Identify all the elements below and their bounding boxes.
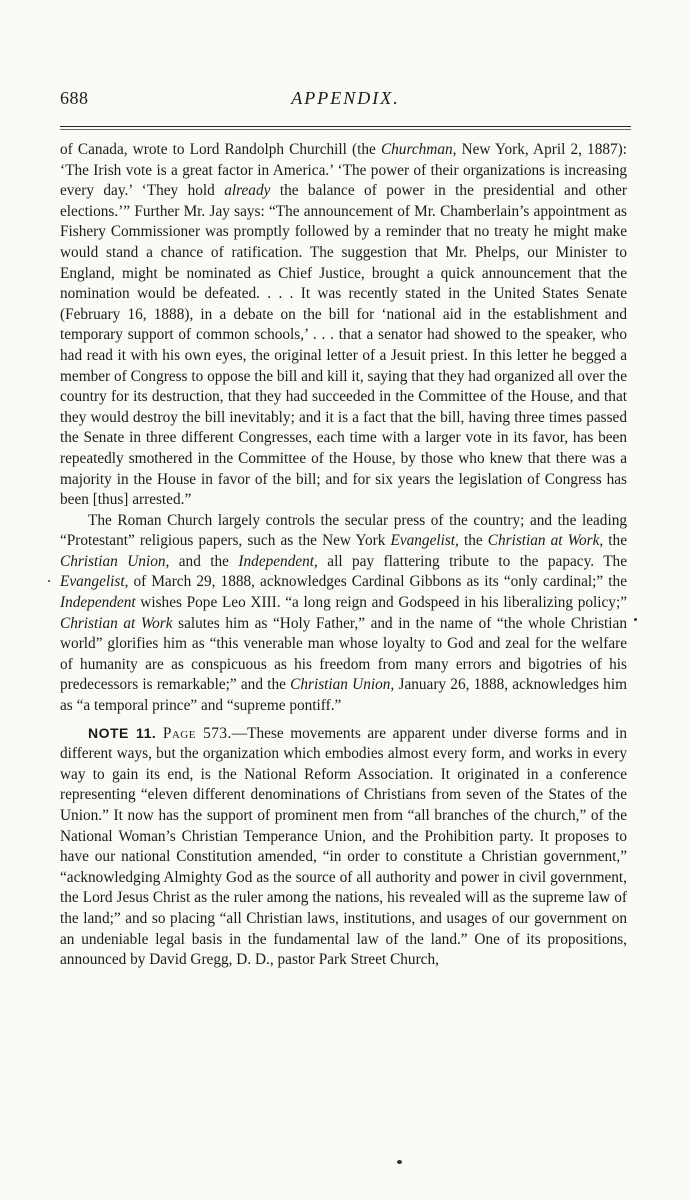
print-speck xyxy=(634,618,637,621)
print-speck xyxy=(48,580,50,582)
note-label: NOTE 11. xyxy=(88,724,157,741)
header-rule xyxy=(60,126,631,127)
page-header xyxy=(60,88,631,118)
paragraph-continued-quote: of Canada, wrote to Lord Randolph Churchill (the Churchman, New York, April 2, 1887): ‘The Irish vote is a great factor in America.’ ‘The power of their organizations is increasing every day.’ ‘They hold already the balance of power in the presidential and other elections.’” Further Mr. Jay says: “The announcement of Mr. Chamberlain’s appointment as Fishery Commissioner was promptly followed by a reminder that no treaty he might make would stand a chance of ratification. The suggestion that Mr. Phelps, our Minister to England, might be nominated as Chief Justice, brought a quick announcement that the nomination would be defeated. . . . It was recently stated in the United States Senate (February 16, 1888), in a debate on the bill for ‘national aid in the establishment and temporary support of common schools,’ . . . that a senator had showed to the speaker, who had read it with his own eyes, the original letter of a Jesuit priest. In this letter he begged a member of Congress to oppose the bill and kill it, saying that they had organized all over the country for its destruction, that they had succeeded in the Committee of the House, and that they would destroy the bill inevitably; and it is a fact that the bill, having three times passed the Senate in three different Congresses, each time with a larger vote in its favor, has been repeatedly smothered in the Committee of the House, by those who knew that there was a majority in the House in favor of the bill; and for six years the legislation of Congress has been [thus] arrested.” xyxy=(60,141,627,509)
header-rule-thin xyxy=(60,129,631,130)
paragraph-note-11: NOTE 11. Page 573.—These movements are apparent under diverse forms and in different ways, but the organization which embodies almost every form, and works in every way to gain its end, is the National Reform Association. It originated in a conference representing “eleven different denominations of Christians from seven of the States of the Union.” It now has the support of prominent men from “all branches of the church,” of the National Woman’s Christian Temperance Union, and the Prohibition party. It proposes to have our national Constitution amended, “in order to constitute a Christian government,” “acknowledging Almighty God as the source of all authority and power in civil government, the Lord Jesus Christ as the ruler among the nations, his revealed will as the supreme law of the land;” and so placing “all Christian laws, institutions, and usages of our government on an undeniable legal basis in the fundamental law of the land.” One of its propositions, announced by David Gregg, D. D., pastor Park Street Church, xyxy=(60,724,627,969)
page-reference: Page 573. xyxy=(162,724,232,742)
running-title: APPENDIX. xyxy=(291,88,400,108)
print-speck xyxy=(397,1160,402,1164)
page-number: 688 xyxy=(60,88,89,108)
page-body xyxy=(60,140,627,971)
paragraph-roman-church-press: The Roman Church largely controls the secular press of the country; and the leading “Protestant” religious papers, such as the New York Evangelist, the Christian at Work, the Christian Union, and the Independent, all pay flattering tribute to the papacy. The Evangelist, of March 29, 1888, acknowledges Cardinal Gibbons as its “only cardinal;” the Independent wishes Pope Leo XIII. “a long reign and Godspeed in his liberalizing policy;” Christian at Work salutes him as “Holy Father,” and in the name of “the whole Christian world” glorifies him as “this venerable man whose loyalty to God and zeal for the welfare of humanity are as conspicuous as his freedom from many errors and bigotries of his predecessors is remarkable;” and the Christian Union, January 26, 1888, acknowledges him as “a temporal prince” and “supreme pontiff.” xyxy=(60,511,628,715)
